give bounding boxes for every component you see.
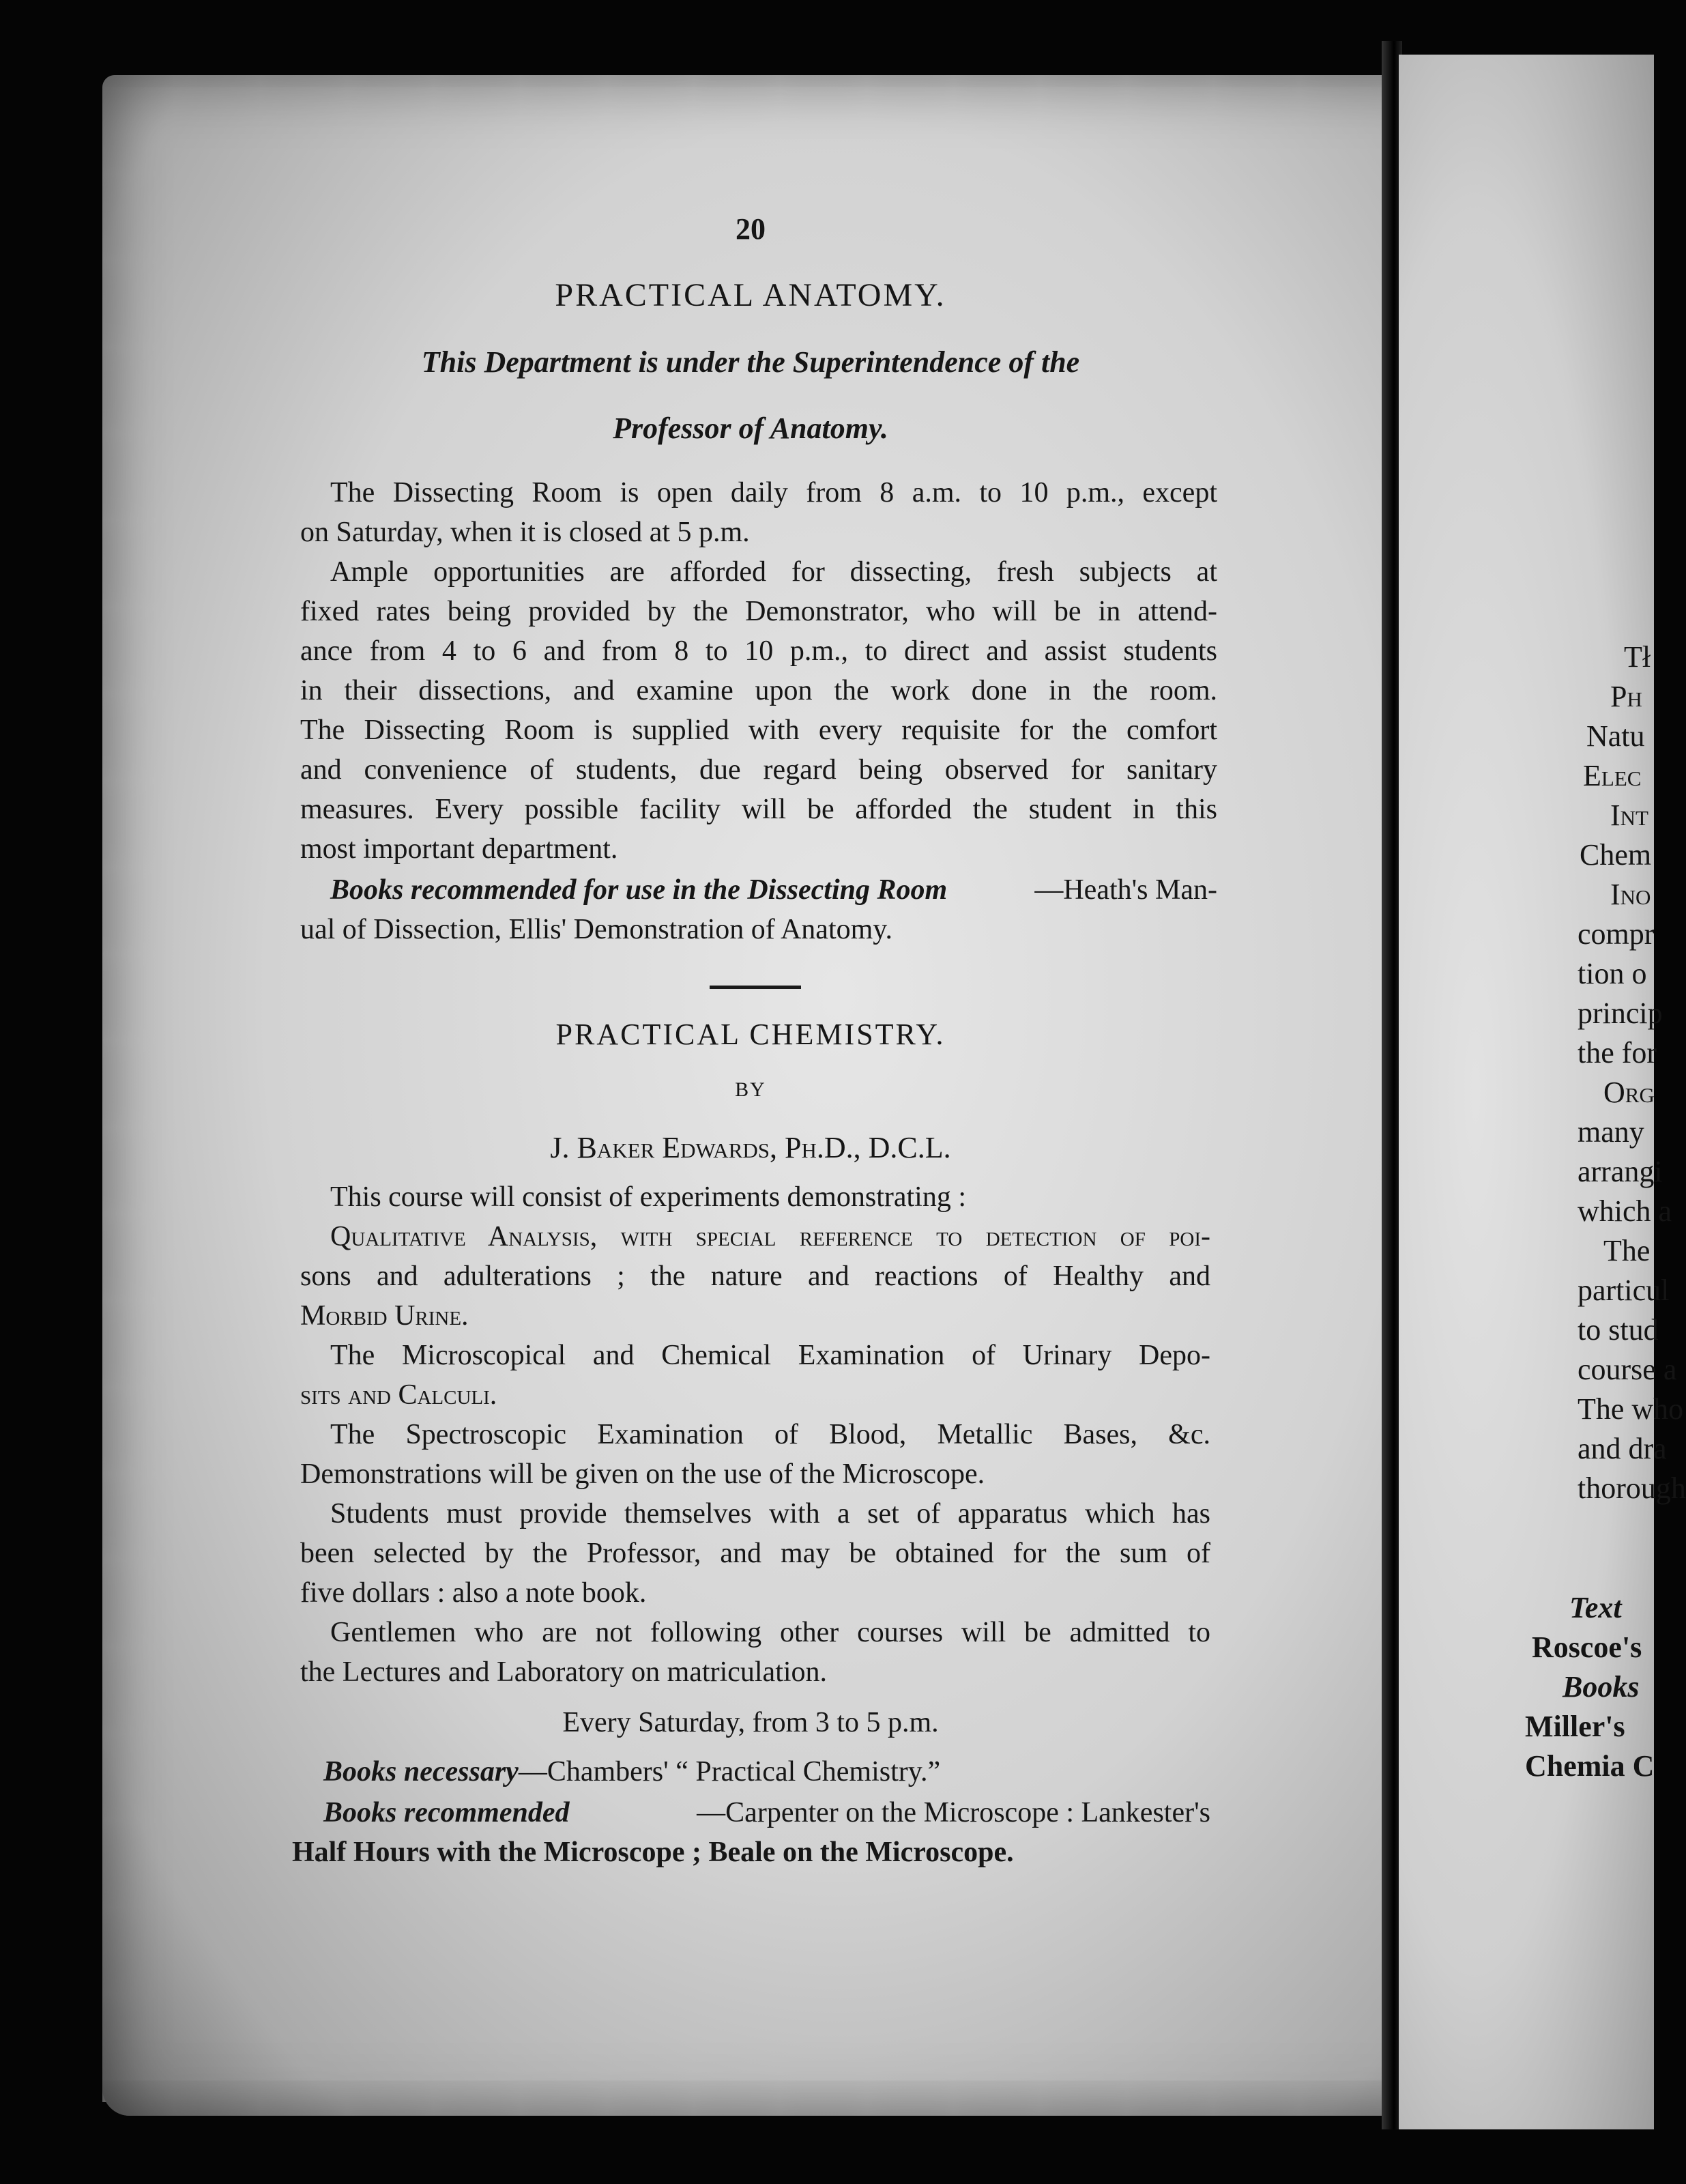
right-page-fragment: [1399, 55, 1686, 2129]
anatomy-line: and convenience of students, due regard being observed for sanitary: [300, 754, 1217, 786]
right-fragment: which a: [1578, 1194, 1672, 1228]
chemistry-books-recommended-text: —Carpenter on the Microscope : Lankester's: [697, 1797, 1210, 1828]
right-fragment: princip: [1578, 996, 1663, 1030]
section-title-chemistry: PRACTICAL CHEMISTRY.: [555, 1018, 946, 1051]
right-fragment: Chem: [1580, 838, 1652, 872]
books-recommended-label: Books recommended for use in the Dissecting Room: [330, 874, 948, 906]
right-fragment: Int: [1610, 799, 1648, 832]
right-fragment: Miller's: [1525, 1710, 1625, 1743]
chemistry-books-recommended: [323, 1796, 1210, 1829]
chemistry-line: Students must provide themselves with a set of apparatus which has: [330, 1498, 1210, 1529]
chemistry-intro: This course will consist of experiments demonstrating :: [330, 1181, 966, 1213]
anatomy-books-recommended: [330, 874, 1217, 906]
right-fragment: many: [1578, 1115, 1644, 1149]
right-fragment: Roscoe's: [1532, 1630, 1642, 1664]
anatomy-books-line2: ual of Dissection, Ellis' Demonstration of Anatomy.: [300, 914, 893, 945]
anatomy-line: The Dissecting Room is open daily from 8 a.m. to 10 p.m., except: [330, 477, 1217, 508]
chemistry-line: sits and Calculi.: [300, 1379, 497, 1411]
chemistry-line: Demonstrations will be given on the use of the Microscope.: [300, 1459, 985, 1490]
anatomy-subtitle-line2: Professor of Anatomy.: [613, 412, 888, 445]
right-fragment: compr: [1578, 917, 1655, 951]
chemistry-author: J. Baker Edwards, Ph.D., D.C.L.: [550, 1131, 951, 1164]
anatomy-subtitle-line1: This Department is under the Superintendence of the: [421, 345, 1080, 379]
right-fragment: Ino: [1610, 878, 1651, 911]
anatomy-line: Ample opportunities are afforded for dissecting, fresh subjects at: [330, 556, 1217, 588]
anatomy-line: ance from 4 to 6 and from 8 to 10 p.m., to direct and assist students: [300, 635, 1217, 667]
anatomy-line: on Saturday, when it is closed at 5 p.m.: [300, 517, 750, 548]
chemistry-books-recommended-label: Books recommended: [323, 1797, 570, 1828]
right-fragment: arrangi: [1578, 1155, 1663, 1188]
anatomy-line: fixed rates being provided by the Demonstrator, who will be in attend-: [300, 596, 1217, 627]
chemistry-line: The Spectroscopic Examination of Blood, Metallic Bases, &c.: [330, 1419, 1210, 1450]
chemistry-line: the Lectures and Laboratory on matriculation.: [300, 1656, 828, 1688]
right-fragment: The: [1603, 1234, 1651, 1267]
right-fragment: particul: [1578, 1274, 1670, 1307]
chemistry-by: BY: [735, 1078, 766, 1101]
right-fragment: tion o: [1578, 957, 1647, 990]
right-fragment: Natu: [1586, 719, 1645, 753]
chemistry-line: Morbid Urine.: [300, 1300, 469, 1332]
books-recommended-text: —Heath's Man-: [1034, 874, 1217, 906]
right-fragment: and dra: [1578, 1432, 1667, 1465]
right-fragment: the for: [1578, 1036, 1657, 1069]
chemistry-books-necessary: [323, 1755, 940, 1788]
right-fragment: to stud: [1578, 1313, 1659, 1347]
right-fragment: Chemia C: [1525, 1749, 1655, 1783]
books-necessary-label: Books necessary: [323, 1756, 519, 1787]
right-fragment: course a: [1578, 1353, 1677, 1386]
page-number: 20: [736, 212, 766, 246]
section-title-anatomy: PRACTICAL ANATOMY.: [555, 277, 946, 313]
chemistry-schedule: Every Saturday, from 3 to 5 p.m.: [562, 1707, 939, 1738]
right-fragment: thorough: [1578, 1471, 1686, 1505]
chemistry-line: five dollars : also a note book.: [300, 1577, 647, 1609]
right-fragment: Tł: [1624, 640, 1651, 674]
right-fragment: The who: [1578, 1392, 1684, 1426]
chemistry-line: The Microscopical and Chemical Examination of Urinary Depo-: [330, 1340, 1210, 1371]
chemistry-line: Gentlemen who are not following other courses will be admitted to: [330, 1617, 1210, 1648]
chemistry-line: sons and adulterations ; the nature and reactions of Healthy and: [300, 1261, 1210, 1292]
anatomy-line: The Dissecting Room is supplied with every requisite for the comfort: [300, 715, 1217, 746]
right-fragment: Books: [1563, 1670, 1640, 1704]
chemistry-books-recommended-line2: Half Hours with the Microscope ; Beale on the Microscope.: [292, 1837, 1014, 1868]
anatomy-line: most important department.: [300, 833, 618, 865]
right-fragment: Elec: [1583, 759, 1642, 792]
anatomy-line: measures. Every possible facility will be afforded the student in this: [300, 794, 1217, 825]
anatomy-line: in their dissections, and examine upon the work done in the room.: [300, 675, 1217, 706]
section-divider: [710, 986, 801, 989]
right-fragment: Org: [1603, 1076, 1655, 1109]
chemistry-line: Qualitative Analysis, with special reference to detection of poi-: [330, 1221, 1210, 1252]
chemistry-line: been selected by the Professor, and may be obtained for the sum of: [300, 1538, 1210, 1569]
right-fragment: Text: [1569, 1591, 1622, 1624]
books-necessary-text: —Chambers' “ Practical Chemistry.”: [518, 1756, 941, 1787]
right-fragment: Pн: [1610, 680, 1642, 713]
